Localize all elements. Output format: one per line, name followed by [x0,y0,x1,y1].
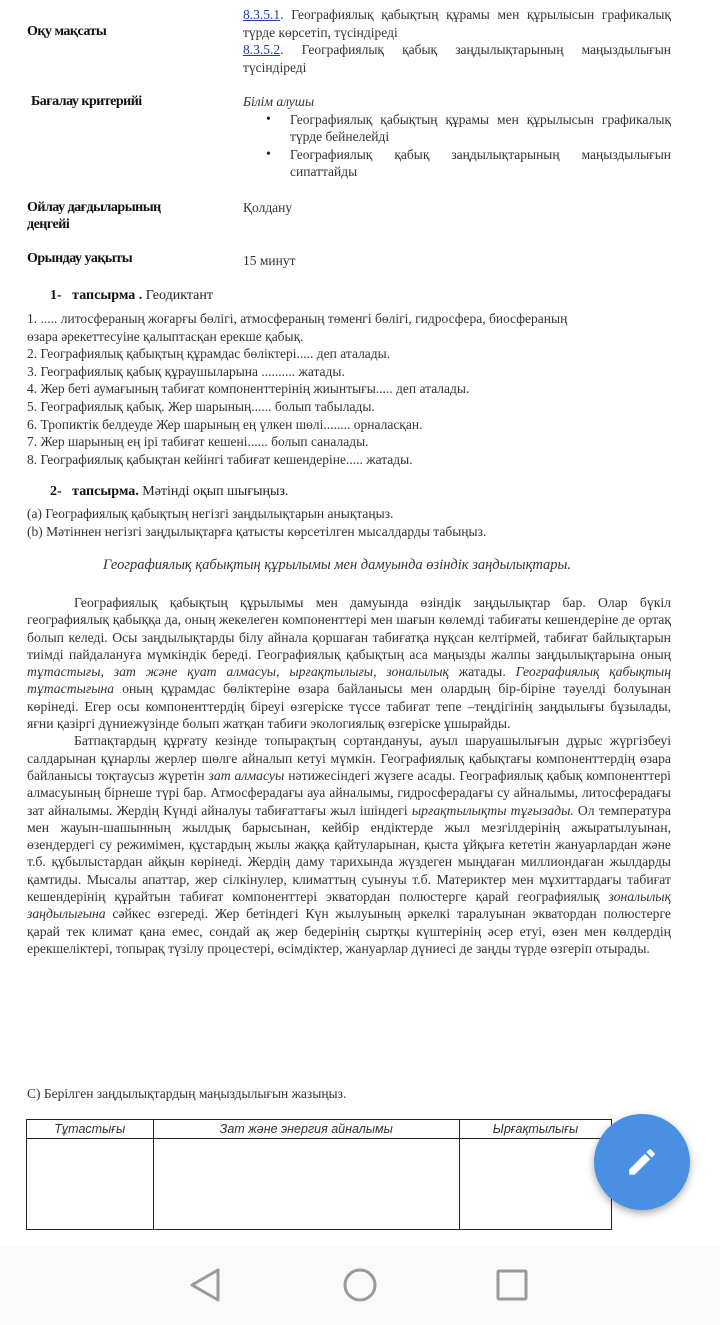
table-header-cell: Зат және энергия айналымы [153,1120,459,1139]
learner-label: Білім алушы [243,94,315,109]
task-2-part-b: (b) Мәтіннен негізгі заңдылықтарға қатысты көрсетілген мысалдарды табыңыз. [27,524,487,539]
answer-table [26,1119,612,1230]
geodictation-list [27,310,567,468]
paragraph-2: Батпақтардың құрғату кезінде топырақтың сортандануы, ауыл шаруашылығын дұрыс жүргізбеуі салдарынан құнарлы жерлер шөлге айналып кетуі мүмкін. Географиялық қабықтағы компоненттердің өзара байланысы тоқтаусыз жүретін зат алмасуы нәтижесіндегі жүзеге асады. Географиялық қабық компоненттері алмасуының бірнеше түрі бар. Атмосферадағы ауа айналымы, гидросферадағы су айналымы, литосферадағы зат айналымы. Жердің Күнді айналуы табиғаттағы жыл ішіндегі ырғақтылықты тұғызады. Ол температура мен жауын-шашынның жылдық барысынан, кейбір ендіктерде жыл мезгілдерінің ажыратылуынан, өзендердегі су режимімен, құстардың жылы жаққа қайтуларынан, қыста ұйқыға кететін жануарлардан және т.б. құбылыстардан айқын көрінеді. Жердің даму тарихында жүздеген мыңдаған миллиондаған жылдарды қамтиды. Мысалы апаттар, жер сілкінулер, климаттың суынуы т.б. Материктер мен мұхиттардағы табиғат кешендерінің құрайтын табиғат компоненттері экватордан полюстерге қарай географиялық зоналылық заңдылығына сәйкес өзгереді. Жер бетіндегі Күн жылуының әркелкі таралуынан экватордан полюстерге қарай тек климат қана емес, сондай ақ жер бедерінің сыртқы күштерінің әсер етуі, өзен мен көлдердің ерекшеліктері, топырақ түзілу процестері, өсімдіктер, жануарлар дүниесі де заңды түрде өзгеріп отырады. [27,733,671,956]
task-1-heading: тапсырма . [72,288,143,303]
answer-cell[interactable] [153,1139,459,1230]
objective-code-2-link[interactable]: 8.3.5.2 [243,42,281,57]
list-item: 8. Географиялық қабықтан кейінгі табиғат кешендеріне..... жатады. [27,451,413,467]
reading-text [27,594,671,957]
list-item: 5. Географиялық қабық. Жер шарының...... болып табылады. [27,398,375,414]
thinking-value: Қолдану [243,200,293,215]
task-1-number: 1- [50,288,62,303]
time-value: 15 минут [243,253,296,268]
criteria-item: • Географиялық қабық заңдылықтарының маңыздылығын сипаттайды [290,146,671,181]
task-2-part-c: C) Берілген заңдылықтардың маңыздылығын жазыңыз. [27,1086,347,1101]
table-header-cell: Ырғақтылығы [459,1120,611,1139]
objective-code-1-link[interactable]: 8.3.5.1 [243,7,281,22]
edit-fab-button[interactable] [594,1114,690,1210]
recents-button[interactable] [492,1265,532,1305]
list-item: 6. Тропиктік белдеуде Жер шарының ең үлкен шөлі........ орналасқан. [27,416,423,432]
list-item: 2. Географиялық қабықтың құрамдас бөліктері..... деп аталады. [27,346,391,362]
home-icon [340,1265,380,1305]
thinking-label-line-2: деңгейі [27,217,70,232]
criteria-item: • Географиялық қабықтың құрамы мен құрылысын графикалық түрде бейнелейді [290,111,671,146]
back-icon [186,1265,226,1305]
answer-cell[interactable] [459,1139,611,1230]
objective-text-1: . Географиялық қабықтың құрамы мен құрылысын графикалық түрде көрсетіп, түсіндіреді [243,7,671,40]
task-2-part-a: (a) Географиялық қабықтың негізгі заңдылықтарын анықтаңыз. [27,506,394,521]
thinking-label [27,199,161,233]
task-1-name: Геодиктант [145,288,213,303]
paragraph-1: Географиялық қабықтың құрылымы мен дамуында өзіндік заңдылықтар бар. Олар бүкіл географиялық қабыққа да, оның жекелеген компоненттері мен шағын көлемді табиғаты кешендеріне де ортақ болып келеді. Осы заңдылықтарды білу айнала қоршаған табиғатқа нұқсан келтірмей, табиғат байлықтарын тиімді пайдалануға мүмкіндік береді. Географиялық қабықтың аса маңызды жалпы заңдылықтарына оның тұтастығы, зат және қуат алмасуы, ырғақтылығы, зоналылық жатады. Географиялық қабықтың тұтастығына оның құрамдас бөліктеріне өзара байланысы мен олардың бір-біріне тәуелді болуынан көрінеді. Егер осы компоненттердің біреуі өзгеріске түссе табиғат тепе –теңдігінің заңдылығы бұзылады, яғни қазіргі дүниежүзінде болып жатқан табиғи экологиялық өзгеріске ұшырайды. [27,595,671,732]
list-item: 4. Жер беті аумағының табиғат компоненттерінің жиынтығы..... деп аталады. [27,381,470,397]
criteria-list [243,111,671,181]
objective-text-2: . Географиялық қабық заңдылықтарының маңыздылығын түсіндіреді [243,42,671,75]
objective-label: Оқу мақсаты [27,24,107,39]
back-button[interactable] [186,1265,226,1305]
task-2-number: 2- [50,484,62,499]
thinking-label-line-1: Ойлау дағдыларының [27,200,161,215]
table-header-cell: Тұтастығы [27,1120,154,1139]
task-2-heading: тапсырма. [72,484,139,499]
task-2-name: Мәтінді оқып шығыңыз. [142,484,289,499]
task-1-title [50,288,213,304]
criteria-value [243,93,671,181]
pencil-edit-icon [625,1145,659,1179]
task-2-title [50,484,288,500]
home-button[interactable] [340,1265,380,1305]
list-item: 7. Жер шарының ең ірі табиғат кешені...... болып саналады. [27,434,369,450]
answer-cell[interactable] [27,1139,154,1230]
list-item: 3. Географиялық қабық құраушыларына .......... жатады. [27,363,345,379]
navigation-bar [0,1245,720,1325]
criteria-label: Бағалау критерийі [31,94,142,109]
recents-icon [492,1265,532,1305]
time-label: Орындау уақыты [27,251,133,266]
list-item: өзара әрекеттесуіне қалыптасқан ерекше қабық. [27,328,304,344]
text-heading: Географиялық қабықтың құрылымы мен дамуында өзіндік заңдылықтары. [103,557,571,573]
list-item: 1. ..... литосфераның жоғарғы бөлігі, атмосфераның төменгі бөлігі, гидросфера, биосфераның [27,311,568,326]
objective-value [243,6,671,76]
